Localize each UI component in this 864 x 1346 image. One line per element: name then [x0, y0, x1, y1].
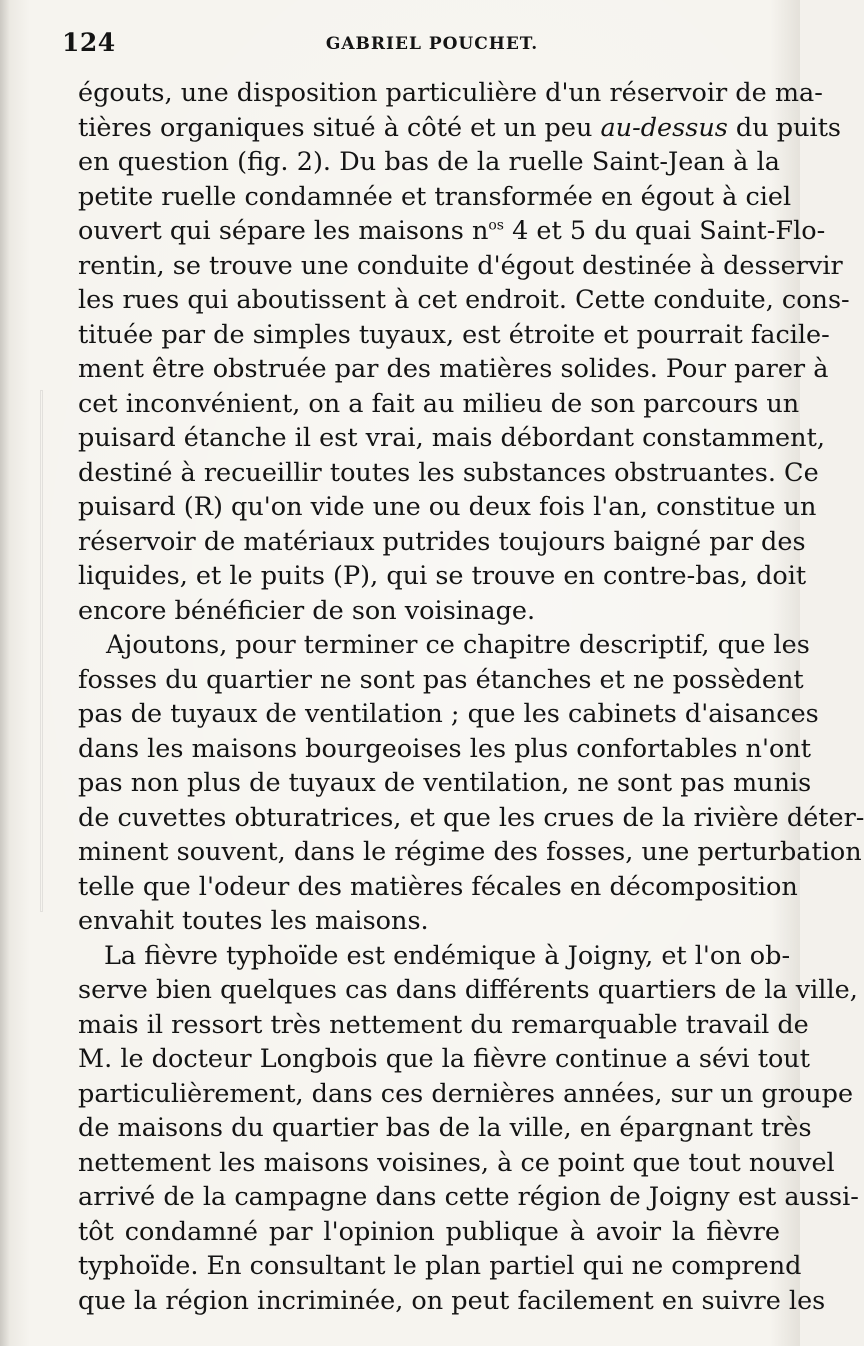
text-line: [78, 111, 842, 146]
text-line: ment être obstruée par des matières solides. Pour parer à: [78, 354, 829, 384]
text-line: fosses du quartier ne sont pas étanches et ne possèdent: [78, 664, 804, 695]
text-segment: ouvert qui sépare les maisons n: [78, 216, 489, 246]
text-line: M. le docteur Longbois que la fièvre continue a sévi tout: [78, 1044, 810, 1074]
superscript: os: [488, 217, 504, 234]
text-line: cet inconvénient, on a fait au milieu de son parcours un: [78, 388, 800, 419]
text-line: petite ruelle condamnée et transformée en égout à ciel: [78, 181, 792, 212]
text-line: réservoir de matériaux putrides toujours baigné par des: [78, 526, 806, 557]
text-line: en question (fig. 2). Du bas de la ruelle Saint-Jean à la: [78, 147, 780, 177]
text-segment: 4 et 5 du quai Saint-Flo-: [504, 216, 826, 246]
text-line: minent souvent, dans le régime des fosses, une perturbation: [78, 837, 862, 867]
text-line: typhoïde. En consultant le plan partiel qui ne comprend: [78, 1251, 802, 1281]
text-line: destiné à recueillir toutes les substances obstruantes. Ce: [78, 457, 819, 488]
text-line: arrivé de la campagne dans cette région de Joigny est aussi-: [78, 1182, 859, 1212]
text-line: tôt condamné par l'opinion publique à avoir la fièvre: [78, 1216, 780, 1247]
text-line: Ajoutons, pour terminer ce chapitre descriptif, que les: [106, 630, 810, 660]
gutter-shadow: [0, 0, 10, 1346]
text-line: dans les maisons bourgeoises les plus confortables n'ont: [78, 733, 811, 764]
text-line: [78, 214, 826, 249]
text-line: que la région incriminée, on peut facilement en suivre les: [78, 1285, 826, 1316]
text-segment: du puits: [727, 112, 842, 143]
text-line: rentin, se trouve une conduite d'égout destinée à desservir: [78, 250, 843, 281]
text-line: puisard (R) qu'on vide une ou deux fois l'an, constitue un: [78, 492, 817, 522]
text-segment: tières organiques situé à côté et un peu: [78, 112, 601, 143]
paragraph-3: [78, 939, 859, 1319]
page-header: [62, 28, 782, 64]
text-line: puisard étanche il est vrai, mais débordant constamment,: [78, 423, 825, 453]
text-line: de cuvettes obturatrices, et que les crues de la rivière déter-: [78, 802, 864, 833]
text-line: nettement les maisons voisines, à ce point que tout nouvel: [78, 1147, 835, 1178]
text-line: La fièvre typhoïde est endémique à Joigny, et l'on ob-: [104, 940, 791, 971]
paragraph-2: [78, 628, 864, 939]
body-text: [78, 76, 864, 1318]
text-line: de maisons du quartier bas de la ville, en épargnant très: [78, 1113, 812, 1143]
text-line: pas non plus de tuyaux de ventilation, ne sont pas munis: [78, 768, 812, 798]
text-line: serve bien quelques cas dans différents quartiers de la ville,: [78, 975, 858, 1005]
text-line: mais il ressort très nettement du remarquable travail de: [78, 1009, 809, 1040]
text-line: telle que l'odeur des matières fécales en décomposition: [78, 871, 798, 902]
italic-text: au-dessus: [600, 112, 728, 143]
running-head: GABRIEL POUCHET.: [325, 34, 539, 54]
text-line: liquides, et le puits (P), qui se trouve en contre-bas, doit: [78, 561, 807, 591]
text-line: encore bénéficier de son voisinage.: [78, 595, 536, 626]
text-line: égouts, une disposition particulière d'un réservoir de ma-: [78, 78, 823, 108]
text-line: tituée par de simples tuyaux, est étroite et pourrait facile-: [78, 319, 830, 350]
text-line: pas de tuyaux de ventilation ; que les cabinets d'aisances: [78, 699, 819, 729]
text-line: particulièrement, dans ces dernières années, sur un groupe: [78, 1078, 854, 1109]
paragraph-1: [78, 76, 850, 628]
text-line: envahit toutes les maisons.: [78, 906, 429, 936]
text-line: les rues qui aboutissent à cet endroit. Cette conduite, cons-: [78, 285, 850, 315]
show-through-rule: [40, 390, 43, 912]
page-number: 124: [62, 28, 116, 57]
